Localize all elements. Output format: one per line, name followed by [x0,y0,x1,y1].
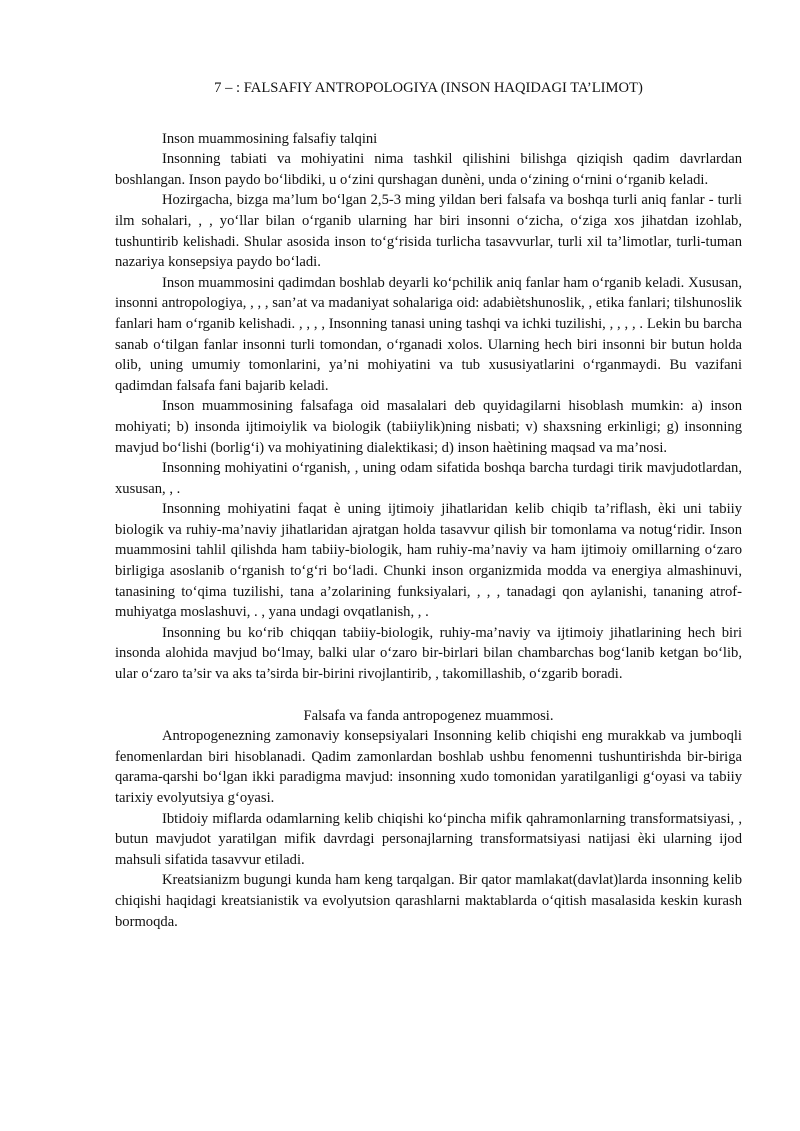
paragraph: Antropogenezning zamonaviy konsepsiyalari Insonning kelib chiqishi eng murakkab va jumboqli fenomenlardan biri hisoblanadi. Qadim zamonlardan boshlab ushbu fenomenni tushuntirishda bir-biriga qarama-qarshi bo‘lgan ikki paradigma mavjud: insonning xudo tomonidan yaratilganligi g‘oyasi va tabiiy tarixiy evolyutsiya g‘oyasi. [115,728,742,806]
paragraph: Kreatsianizm bugungi kunda ham keng tarqalgan. Bir qator mamlakat(davlat)larda insonning kelib chiqishi haqidagi kreatsianistik va evolyutsion qarashlarni maktablarda o‘qitish masalasida keskin kurash bormoqda. [115,872,742,930]
paragraph: Inson muammosining falsafaga oid masalalari deb quyidagilarni hisoblash mumkin: a) inson mohiyati; b) insonda ijtimoiylik va biologik (tabiiylik)ning nisbati; v) shaxsning erkinligi; g) insonning mavjud bo‘lishi (borlig‘i) va mohiyatining dialektikasi; d) inson haètining maqsad va ma’nosi. [115,398,742,456]
paragraph: Insonning mohiyatini o‘rganish, , uning odam sifatida boshqa barcha turdagi tirik mavjudotlardan, xususan, , . [115,460,742,497]
section-heading: Inson muammosining falsafiy talqini [162,130,378,147]
paragraph: Inson muammosini qadimdan boshlab deyarli ko‘pchilik aniq fanlar ham o‘rganib keladi. Xususan, insonni antropologiya, , , , san’at va madaniyat sohalariga oid: adabiètshunoslik, , etika fanlari; tilshunoslik fanlari ham o‘rganib kelishadi. , , , , Insonning tanasi uning tashqi va ichki tuzilishi, , , , , . Lekin bu barcha sanab o‘tilgan fanlar insonni turli tomondan, o‘rganadi xolos. Ularning hech biri insonni bir butun holda olib, uning umumiy tomonlarini, ya’ni mohiyatini va tub xususiyatlarini o‘rganmaydi. Bu vazifani qadimdan falsafa fani bajarib keladi. [115,274,742,394]
section-heading: Falsafa va fanda antropogenez muammosi. [303,707,554,724]
document-page [115,78,742,932]
section-spacer [115,685,742,706]
paragraph: Ibtidoiy miflarda odamlarning kelib chiqishi ko‘pincha mifik qahramonlarning transformatsiyasi, , butun mavjudot yaratilgan mifik davrdagi personajlarning transformatsiyasi natijasi èki ularning ijod mahsuli sifatida tasavvur etiladi. [115,810,742,868]
document-title: 7 – : FALSAFIY ANTROPOLOGIYA (INSON HAQIDAGI TA’LIMOT) [214,80,643,96]
paragraph: Insonning mohiyatini faqat è uning ijtimoiy jihatlaridan kelib chiqib ta’riflash, èki uni tabiiy biologik va ruhiy-ma’naviy jihatlaridan ajratgan holda tasavvur qilish bir tomonlama va notug‘ridir. Inson muammosini tahlil qilishda ham tabiiy-biologik, ham ruhiy-ma’naviy va ham ijtimoiy omillarning o‘zaro birligiga asoslanib o‘rganish to‘g‘ri bo‘ladi. Chunki inson organizmida modda va energiya almashinuvi, tanasining to‘qima tuzilishi, tana a’zolarining funksiyalari, , , , tanadagi qon aylanishi, tananing atrof-muhiyatga moslashuvi, . , yana undagi ovqatlanish, , . [115,501,742,621]
paragraph: Hozirgacha, bizga ma’lum bo‘lgan 2,5-3 ming yildan beri falsafa va boshqa turli aniq fanlar - turli ilm sohalari, , , yo‘llar bilan o‘rganib ularning har biri insonni o‘zicha, o‘ziga xos jihatdan izohlab, tushuntirib kelishadi. Shular asosida inson to‘g‘risida turlicha tasavvurlar, turli xil ta’limotlar, turli-tuman nazariya konsepsiya paydo bo‘ladi. [115,192,742,271]
paragraph: Insonning tabiati va mohiyatini nima tashkil qilishini bilishga qiziqish qadim davrlardan boshlangan. Inson paydo bo‘libdiki, u o‘zini qurshagan dunèni, unda o‘zining o‘rnini o‘rganib keladi. [115,151,742,188]
paragraph: Insonning bu ko‘rib chiqqan tabiiy-biologik, ruhiy-ma’naviy va ijtimoiy jihatlarining hech biri insonda alohida mavjud bo‘lmay, balki ular o‘zaro bir-birlari bilan chambarchas bog‘lanib ketgan bo‘lib, ular o‘zaro ta’sir va aks ta’sirda bir-birini rivojlantirib, , takomillashib, o‘zgarib boradi. [115,624,742,683]
